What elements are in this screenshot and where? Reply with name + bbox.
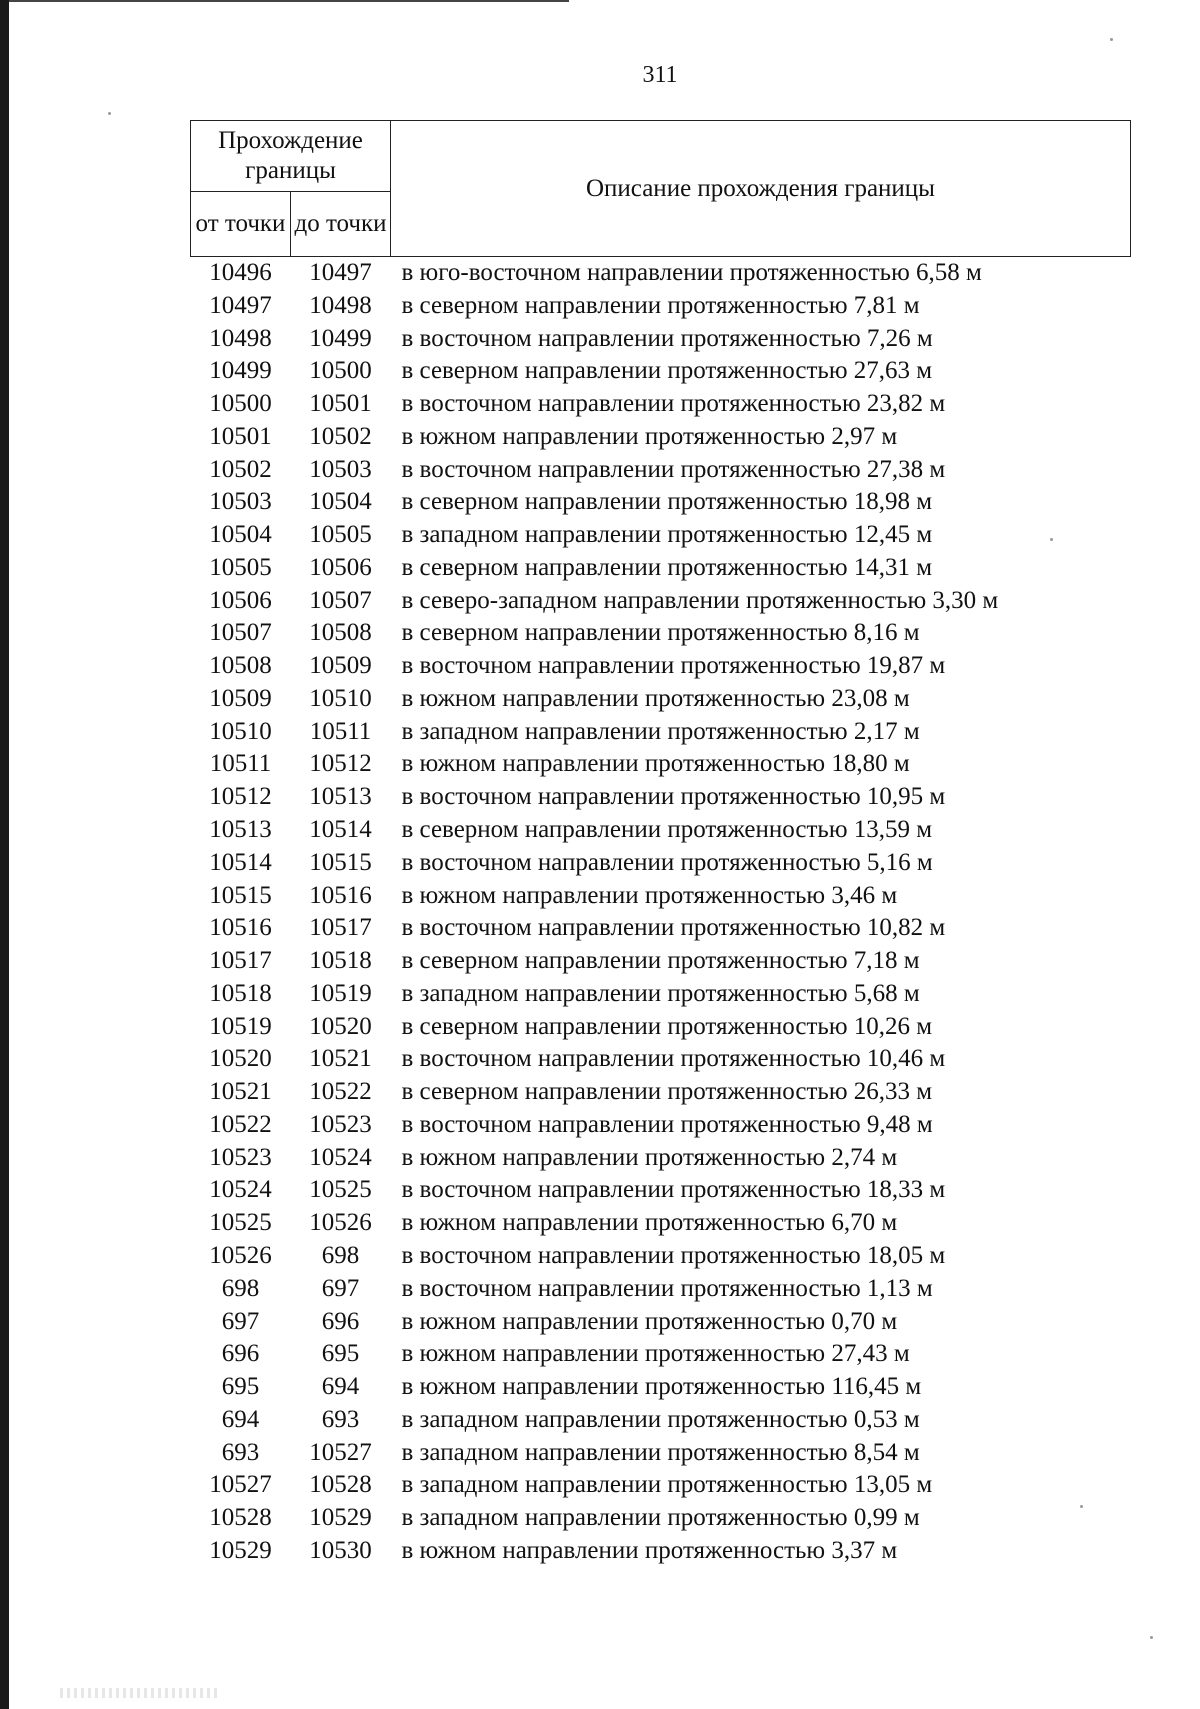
description-cell: в северном направлении протяженностью 14,31 м: [401, 553, 933, 581]
to-point-cell: 10510: [309, 684, 372, 712]
description-cell: в северном направлении протяженностью 26,33 м: [401, 1078, 933, 1106]
to-point-cell: 10505: [309, 521, 372, 549]
to-point-cell: 10511: [309, 717, 372, 745]
description-cell: в западном направлении протяженностью 13,05 м: [401, 1471, 933, 1499]
description-cell: в южном направлении протяженностью 3,46 м: [401, 881, 898, 909]
to-point-cell: 10527: [309, 1438, 372, 1466]
to-point-cell: 10525: [309, 1176, 372, 1204]
from-point-cell: 10526: [209, 1241, 272, 1269]
to-point-cell: 10501: [309, 390, 372, 418]
from-point-cell: 10515: [209, 881, 272, 909]
table-row: [191, 1174, 1131, 1207]
to-point-cell: 10500: [309, 357, 372, 385]
from-point-cell: 10510: [209, 717, 272, 745]
to-point-cell: 10528: [309, 1471, 372, 1499]
table-row: [191, 257, 1131, 290]
table-row: [191, 552, 1131, 585]
to-point-cell: 697: [321, 1274, 360, 1302]
from-point-cell: 10506: [209, 586, 272, 614]
from-point-cell: 695: [221, 1373, 260, 1401]
to-point-cell: 10507: [309, 586, 372, 614]
description-cell: в южном направлении протяженностью 23,08 м: [401, 684, 910, 712]
table-row: [191, 1371, 1131, 1404]
description-cell: в северном направлении протяженностью 18,98 м: [401, 488, 933, 516]
table-row: [191, 1535, 1131, 1568]
description-cell: в восточном направлении протяженностью 9,48 м: [401, 1110, 933, 1138]
to-point-cell: 10516: [309, 881, 372, 909]
table-row: [191, 1306, 1131, 1339]
to-point-cell: 10517: [309, 914, 372, 942]
table-row: [191, 519, 1131, 552]
from-point-cell: 693: [221, 1438, 260, 1466]
table-row: [191, 1076, 1131, 1109]
description-cell: в южном направлении протяженностью 2,97 м: [401, 422, 898, 450]
scan-top-rule: [9, 0, 569, 2]
table-row: [191, 880, 1131, 913]
table-row: [191, 945, 1131, 978]
scan-left-edge: [0, 0, 9, 1709]
description-cell: в западном направлении протяженностью 5,68 м: [401, 979, 920, 1007]
scan-speck: [1150, 1636, 1153, 1639]
to-point-cell: 10518: [309, 947, 372, 975]
from-point-cell: 10518: [209, 979, 272, 1007]
description-cell: в восточном направлении протяженностью 19,87 м: [401, 652, 946, 680]
boundary-table: [190, 120, 1131, 1568]
page-number-container: [0, 62, 1200, 89]
from-point-cell: 10507: [209, 619, 272, 647]
description-cell: в южном направлении протяженностью 18,80 м: [401, 750, 910, 778]
from-point-cell: 10499: [209, 357, 272, 385]
from-point-cell: 10520: [209, 1045, 272, 1073]
to-point-cell: 10530: [309, 1536, 372, 1564]
from-point-cell: 10521: [209, 1078, 272, 1106]
from-point-cell: 10502: [209, 455, 272, 483]
to-point-cell: 10513: [309, 783, 372, 811]
header-passage: Прохождение границы: [191, 121, 391, 192]
to-point-cell: 10522: [309, 1078, 372, 1106]
table-row: [191, 1273, 1131, 1306]
to-point-cell: 10506: [309, 553, 372, 581]
table-row: [191, 323, 1131, 356]
from-point-cell: 10513: [209, 816, 272, 844]
description-cell: в восточном направлении протяженностью 27,38 м: [401, 455, 946, 483]
header-description: Описание прохождения границы: [391, 121, 1131, 257]
table-row: [191, 388, 1131, 421]
scan-speck: [1080, 1505, 1083, 1508]
description-cell: в южном направлении протяженностью 27,43 м: [401, 1340, 910, 1368]
description-cell: в северном направлении протяженностью 10,26 м: [401, 1012, 933, 1040]
description-cell: в восточном направлении протяженностью 18,33 м: [401, 1176, 946, 1204]
table-body: [191, 257, 1131, 1568]
from-point-cell: 10500: [209, 390, 272, 418]
table-row: [191, 1338, 1131, 1371]
from-point-cell: 10512: [209, 783, 272, 811]
from-point-cell: 10498: [209, 324, 272, 352]
description-cell: в северном направлении протяженностью 7,18 м: [401, 947, 920, 975]
from-point-cell: 10505: [209, 553, 272, 581]
header-row-top: [191, 121, 1131, 192]
from-point-cell: 10514: [209, 848, 272, 876]
description-cell: в западном направлении протяженностью 8,54 м: [401, 1438, 920, 1466]
table-row: [191, 1404, 1131, 1437]
description-cell: в восточном направлении протяженностью 10,95 м: [401, 783, 946, 811]
from-point-cell: 10511: [209, 750, 272, 778]
to-point-cell: 10521: [309, 1045, 372, 1073]
from-point-cell: 10525: [209, 1209, 272, 1237]
description-cell: в юго-восточном направлении протяженностью 6,58 м: [401, 259, 982, 286]
from-point-cell: 10524: [209, 1176, 272, 1204]
from-point-cell: 696: [221, 1340, 260, 1368]
table-row: [191, 1142, 1131, 1175]
table-row: [191, 1240, 1131, 1273]
table-row: [191, 1109, 1131, 1142]
from-point-cell: 10523: [209, 1143, 272, 1171]
to-point-cell: 10524: [309, 1143, 372, 1171]
to-point-cell: 10502: [309, 422, 372, 450]
table-row: [191, 355, 1131, 388]
header-from-point: от точки: [191, 192, 291, 257]
to-point-cell: 10515: [309, 848, 372, 876]
from-point-cell: 697: [221, 1307, 260, 1335]
from-point-cell: 694: [221, 1405, 260, 1433]
table-row: [191, 486, 1131, 519]
to-point-cell: 698: [321, 1241, 360, 1269]
description-cell: в северном направлении протяженностью 7,81 м: [401, 291, 920, 319]
to-point-cell: 695: [321, 1340, 360, 1368]
from-point-cell: 10504: [209, 521, 272, 549]
table-row: [191, 617, 1131, 650]
description-cell: в восточном направлении протяженностью 10,82 м: [401, 914, 946, 942]
from-point-cell: 10528: [209, 1504, 272, 1532]
table-row: [191, 1469, 1131, 1502]
table-row: [191, 683, 1131, 716]
from-point-cell: 10508: [209, 652, 272, 680]
to-point-cell: 10519: [309, 979, 372, 1007]
from-point-cell: 10503: [209, 488, 272, 516]
scan-speck: [1050, 538, 1053, 541]
table-row: [191, 978, 1131, 1011]
description-cell: в восточном направлении протяженностью 10,46 м: [401, 1045, 946, 1073]
description-cell: в южном направлении протяженностью 116,45 м: [401, 1373, 922, 1401]
to-point-cell: 10508: [309, 619, 372, 647]
description-cell: в северном направлении протяженностью 8,16 м: [401, 619, 920, 647]
to-point-cell: 696: [321, 1307, 360, 1335]
description-cell: в южном направлении протяженностью 3,37 м: [401, 1536, 898, 1564]
from-point-cell: 10496: [209, 259, 272, 286]
scan-speck: [1110, 38, 1113, 41]
from-point-cell: 10516: [209, 914, 272, 942]
from-point-cell: 10519: [209, 1012, 272, 1040]
to-point-cell: 10509: [309, 652, 372, 680]
table-row: [191, 748, 1131, 781]
table-row: [191, 716, 1131, 749]
description-cell: в северо-западном направлении протяженностью 3,30 м: [401, 586, 999, 614]
to-point-cell: 694: [321, 1373, 360, 1401]
to-point-cell: 10529: [309, 1504, 372, 1532]
from-point-cell: 10517: [209, 947, 272, 975]
description-cell: в восточном направлении протяженностью 23,82 м: [401, 390, 946, 418]
scan-speck: [108, 112, 111, 115]
table-row: [191, 814, 1131, 847]
table-row: [191, 847, 1131, 880]
from-point-cell: 10509: [209, 684, 272, 712]
from-point-cell: 10501: [209, 422, 272, 450]
description-cell: в восточном направлении протяженностью 7,26 м: [401, 324, 933, 352]
table-row: [191, 1502, 1131, 1535]
description-cell: в западном направлении протяженностью 12,45 м: [401, 521, 933, 549]
table-row: [191, 1207, 1131, 1240]
from-point-cell: 10527: [209, 1471, 272, 1499]
table-row: [191, 585, 1131, 618]
table-row: [191, 1011, 1131, 1044]
description-cell: в северном направлении протяженностью 27,63 м: [401, 357, 933, 385]
to-point-cell: 693: [321, 1405, 360, 1433]
description-cell: в восточном направлении протяженностью 1,13 м: [401, 1274, 933, 1302]
table-row: [191, 1043, 1131, 1076]
description-cell: в западном направлении протяженностью 0,53 м: [401, 1405, 920, 1433]
description-cell: в западном направлении протяженностью 2,17 м: [401, 717, 920, 745]
description-cell: в южном направлении протяженностью 0,70 м: [401, 1307, 898, 1335]
scan-smudge: [60, 1688, 220, 1698]
to-point-cell: 10523: [309, 1110, 372, 1138]
table-row: [191, 290, 1131, 323]
header-to-point: до точки: [291, 192, 391, 257]
description-cell: в южном направлении протяженностью 6,70 м: [401, 1209, 898, 1237]
description-cell: в восточном направлении протяженностью 18,05 м: [401, 1241, 946, 1269]
from-point-cell: 10522: [209, 1110, 272, 1138]
table-row: [191, 650, 1131, 683]
description-cell: в южном направлении протяженностью 2,74 м: [401, 1143, 898, 1171]
table-row: [191, 454, 1131, 487]
description-cell: в западном направлении протяженностью 0,99 м: [401, 1504, 920, 1532]
to-point-cell: 10514: [309, 816, 372, 844]
to-point-cell: 10503: [309, 455, 372, 483]
from-point-cell: 10497: [209, 291, 272, 319]
table-row: [191, 1437, 1131, 1470]
page-number: 311: [642, 62, 678, 88]
to-point-cell: 10512: [309, 750, 372, 778]
description-cell: в северном направлении протяженностью 13,59 м: [401, 816, 933, 844]
table-row: [191, 421, 1131, 454]
to-point-cell: 10526: [309, 1209, 372, 1237]
to-point-cell: 10498: [309, 291, 372, 319]
to-point-cell: 10499: [309, 324, 372, 352]
to-point-cell: 10497: [309, 259, 372, 286]
to-point-cell: 10504: [309, 488, 372, 516]
from-point-cell: 10529: [209, 1536, 272, 1564]
table-row: [191, 912, 1131, 945]
from-point-cell: 698: [221, 1274, 260, 1302]
description-cell: в восточном направлении протяженностью 5,16 м: [401, 848, 933, 876]
to-point-cell: 10520: [309, 1012, 372, 1040]
table-row: [191, 781, 1131, 814]
